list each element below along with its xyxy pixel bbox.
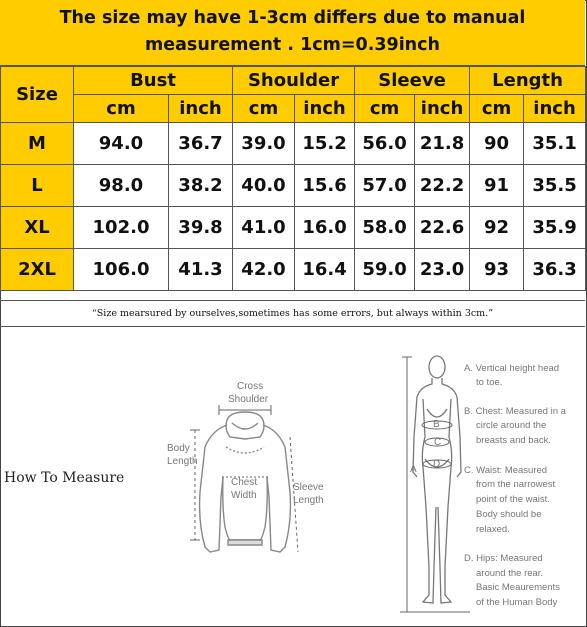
note-b-line: circle around the [476, 420, 547, 431]
note-d-line: D. Hips: Measured [464, 553, 543, 564]
note-d-line: of the Human Body [476, 597, 558, 608]
table-cell: 92 [470, 207, 524, 249]
title-line-2: measurement . 1cm=0.39inch [145, 35, 440, 55]
note-a-line: A. Vertical height head [464, 363, 560, 374]
body-length-label: Length [167, 456, 198, 467]
table-cell: 57.0 [355, 165, 415, 207]
title-line-1: The size may have 1-3cm differs due to manual [59, 8, 526, 28]
length-header: Length [470, 67, 586, 95]
figure-notes [464, 363, 567, 608]
table-cell: 98.0 [74, 165, 169, 207]
table-cell: 42.0 [233, 249, 295, 291]
table-cell: 38.2 [169, 165, 233, 207]
table-cell: 36.7 [169, 123, 233, 165]
note-c-line: Body should be [476, 509, 542, 520]
table-cell: 21.8 [415, 123, 470, 165]
measurement-diagram [0, 327, 585, 625]
chest-width-label: Chest [231, 477, 258, 488]
note-d-line: around the rear. [476, 568, 544, 579]
table-row [1, 207, 586, 249]
size-label: 2XL [1, 249, 74, 291]
table-cell: 56.0 [355, 123, 415, 165]
note-b-line: B. Chest: Measured in a [464, 406, 566, 417]
size-label: XL [1, 207, 74, 249]
table-cell: 15.2 [295, 123, 355, 165]
note-d-line: Basic Meaurements [476, 582, 560, 593]
marker-a: A [410, 464, 417, 475]
unit-header: inch [169, 95, 233, 123]
table-cell: 35.5 [524, 165, 586, 207]
size-label: L [1, 165, 74, 207]
marker-d: D [433, 459, 441, 470]
how-to-measure-label: How To Measure [4, 470, 125, 486]
chest-width-label: Width [231, 490, 257, 501]
table-cell: 59.0 [355, 249, 415, 291]
table-cell: 91 [470, 165, 524, 207]
cross-shoulder-label: Shoulder [228, 394, 269, 405]
table-cell: 35.1 [524, 123, 586, 165]
marker-c: C [434, 437, 442, 448]
note-b-line: breasts and back. [476, 435, 551, 446]
table-cell: 15.6 [295, 165, 355, 207]
table-cell: 93 [470, 249, 524, 291]
body-length-label: Body [167, 443, 190, 454]
unit-header: cm [355, 95, 415, 123]
table-cell: 35.9 [524, 207, 586, 249]
note-a-line: to toe. [476, 377, 503, 388]
table-cell: 23.0 [415, 249, 470, 291]
table-row [1, 165, 586, 207]
note-c-line: relaxed. [476, 524, 510, 535]
figure-measure-lines [400, 357, 470, 612]
table-cell: 40.0 [233, 165, 295, 207]
note-c-line: C. Waist: Measured [464, 465, 548, 476]
table-cell: 90 [470, 123, 524, 165]
table-cell: 16.0 [295, 207, 355, 249]
table-cell: 22.6 [415, 207, 470, 249]
table-row [1, 249, 586, 291]
table-cell: 36.3 [524, 249, 586, 291]
bust-header: Bust [74, 67, 233, 95]
table-cell: 58.0 [355, 207, 415, 249]
unit-header: cm [470, 95, 524, 123]
unit-header: cm [233, 95, 295, 123]
size-label: M [1, 123, 74, 165]
unit-header: inch [415, 95, 470, 123]
unit-header: inch [295, 95, 355, 123]
sleeve-length-label: Length [293, 495, 324, 506]
sleeve-length-label: Sleeve [293, 482, 324, 493]
size-chart-title [0, 0, 585, 66]
shoulder-header: Shoulder [233, 67, 355, 95]
unit-header: inch [524, 95, 586, 123]
note-c-line: point of the waist. [476, 494, 550, 505]
unit-header: cm [74, 95, 169, 123]
table-cell: 41.3 [169, 249, 233, 291]
human-figure [413, 356, 461, 603]
table-cell: 39.8 [169, 207, 233, 249]
sleeve-header: Sleeve [355, 67, 470, 95]
table-cell: 39.0 [233, 123, 295, 165]
marker-b: B [433, 419, 440, 430]
table-cell: 22.2 [415, 165, 470, 207]
table-cell: 16.4 [295, 249, 355, 291]
table-cell: 41.0 [233, 207, 295, 249]
size-column-header: Size [1, 67, 74, 123]
measurement-note: “Size mearsured by ourselves,sometimes has some errors, but always within 3cm.” [0, 300, 585, 327]
table-row [1, 123, 586, 165]
table-cell: 102.0 [74, 207, 169, 249]
table-cell: 94.0 [74, 123, 169, 165]
size-table [0, 66, 586, 291]
cross-shoulder-label: Cross [237, 381, 264, 392]
table-cell: 106.0 [74, 249, 169, 291]
note-c-line: from the narrowest [476, 479, 556, 490]
